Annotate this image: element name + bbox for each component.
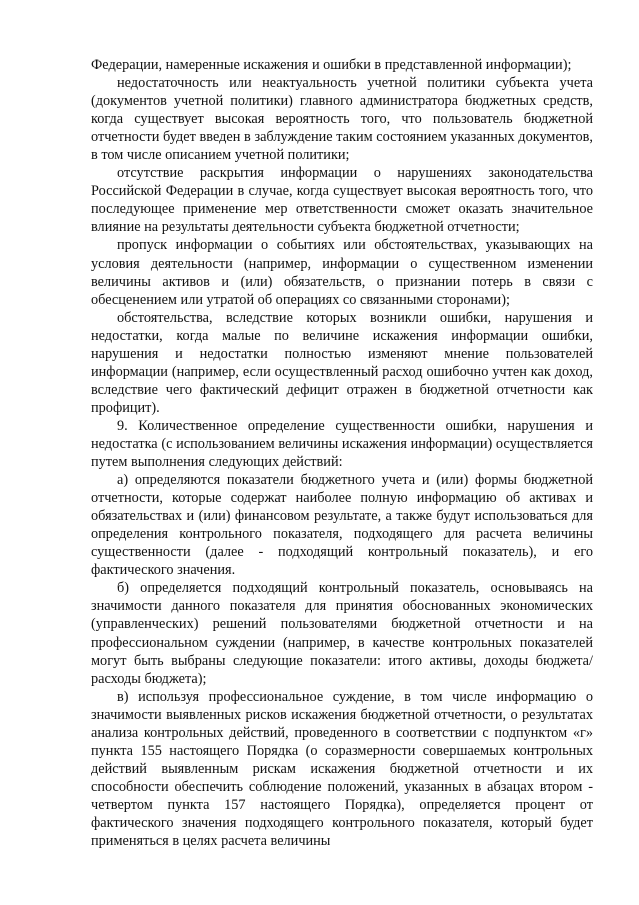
paragraph-subitem-v: в) используя профессиональное суждение, в том числе информацию о значимости выявленных рисков искажения бюджетной отчетности, о результатах анализа контрольных действий, проведенного в соответствии с подпунктом «г» пункта 155 настоящего Порядка (о соразмерности совершаемых контрольных действий выявленным рискам искажения бюджетной отчетности и их способности обеспечить соблюдение положений, указанных в абзацах втором - четвертом пункта 157 настоящего Порядка), определяется процент от фактического значения подходящего контрольного показателя, который будет применяться в целях расчета величины [91, 688, 593, 850]
paragraph-item-9: 9. Количественное определение существенности ошибки, нарушения и недостатка (с использованием величины искажения информации) осуществляется путем выполнения следующих действий: [91, 417, 593, 471]
paragraph-violations-disclosure: отсутствие раскрытия информации о нарушениях законодательства Российской Федерации в случае, когда существует высокая вероятность того, что последующее применение мер ответственности сможет оказать значительное влияние на результаты деятельности субъекта бюджетной отчетности; [91, 165, 593, 236]
paragraph-continuation: Федерации, намеренные искажения и ошибки в представленной информации); [91, 57, 572, 73]
document-page [91, 56, 593, 850]
paragraph-subitem-b: б) определяется подходящий контрольный показатель, основываясь на значимости данного показателя для принятия обоснованных экономических (управленческих) решений пользователями бюджетной отчетности и на профессиональном суждении (например, в качестве контрольных показателей могут быть выбраны следующие показатели: итого активы, доходы бюджета/расходы бюджета); [91, 580, 593, 687]
paragraph-accounting-policy: недостаточность или неактуальность учетной политики субъекта учета (документов учетной политики) главного администратора бюджетных средств, когда существует высокая вероятность того, что пользователь бюджетной отчетности будет введен в заблуждение таким состоянием указанных документов, в том числе описанием учетной политики; [91, 75, 593, 164]
paragraph-subitem-a: а) определяются показатели бюджетного учета и (или) формы бюджетной отчетности, которые содержат наиболее полную информацию об активах и обязательствах и (или) финансовом результате, а также будут использоваться для определения контрольного показателя, подходящего для расчета величины существенности (далее - подходящий контрольный показатель), и его фактического значения. [91, 472, 593, 579]
paragraph-circumstances: обстоятельства, вследствие которых возникли ошибки, нарушения и недостатки, когда малые по величине искажения информации ошибки, нарушения и недостатки полностью изменяют мнение пользователей информации (например, если осуществленный расход ошибочно учтен как доход, вследствие чего фактический дефицит отражен в бюджетной отчетности как профицит). [91, 309, 593, 416]
paragraph-omitted-information: пропуск информации о событиях или обстоятельствах, указывающих на условия деятельности (например, информации о существенном изменении величины активов и (или) обязательств, о признании потерь в связи с обесценением или утратой об операциях со связанными сторонами); [91, 237, 593, 308]
